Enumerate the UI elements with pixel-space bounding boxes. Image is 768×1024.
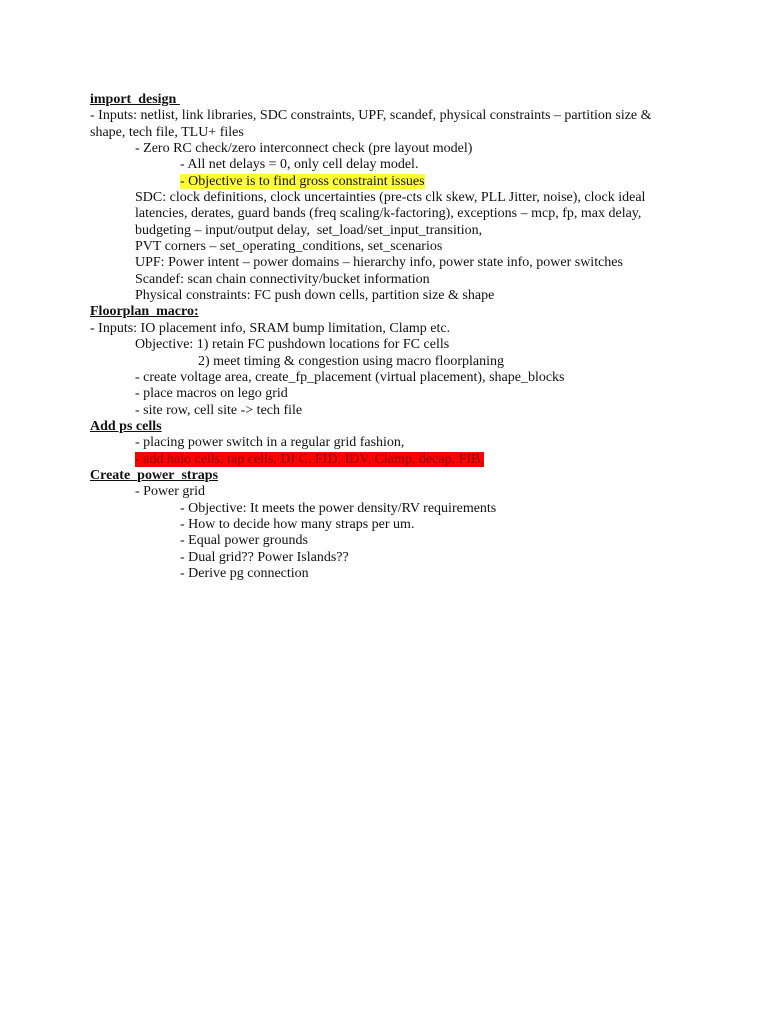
- text-line: latencies, derates, guard bands (freq scaling/k-factoring), exceptions – mcp, fp, max delay,: [135, 206, 642, 222]
- red-highlight-text: - add halo cells, tap cells, DI C, FID, IDV, Clamp, decap, FIB,: [135, 451, 484, 467]
- text-line: - All net delays = 0, only cell delay model.: [180, 157, 419, 173]
- text-line: - Objective: It meets the power density/RV requirements: [180, 500, 497, 516]
- text-line: shape, tech file, TLU+ files: [90, 124, 244, 140]
- text-line: - Inputs: IO placement info, SRAM bump limitation, Clamp etc.: [90, 320, 451, 336]
- text-line: - place macros on lego grid: [135, 386, 288, 402]
- text-line: 2) meet timing & congestion using macro floorplaning: [198, 353, 504, 369]
- text-line: - placing power switch in a regular grid fashion,: [135, 435, 405, 451]
- text-line: - Derive pg connection: [180, 565, 309, 581]
- text-line: Physical constraints: FC push down cells, partition size & shape: [135, 288, 495, 304]
- heading-add-ps-cells: Add ps cells: [90, 418, 162, 434]
- text-line: - Dual grid?? Power Islands??: [180, 549, 349, 565]
- heading-import-design: import_design: [90, 92, 180, 107]
- text-line: - create voltage area, create_fp_placement (virtual placement), shape_blocks: [135, 369, 565, 385]
- text-line: - site row, cell site -> tech file: [135, 402, 303, 418]
- text-line: SDC: clock definitions, clock uncertainties (pre-cts clk skew, PLL Jitter, noise), clock ideal: [135, 190, 646, 206]
- text-line: - How to decide how many straps per um.: [180, 516, 415, 532]
- text-line: - Power grid: [135, 484, 205, 500]
- text-line: UPF: Power intent – power domains – hierarchy info, power state info, power switches: [135, 255, 623, 271]
- text-line: - Equal power grounds: [180, 533, 308, 549]
- heading-create-power-straps: Create_power_straps: [90, 467, 219, 483]
- text-line: - Zero RC check/zero interconnect check (pre layout model): [135, 141, 473, 157]
- yellow-highlight-text: - Objective is to find gross constraint issues: [180, 173, 425, 189]
- document-page: [90, 92, 690, 582]
- text-line: Objective: 1) retain FC pushdown locations for FC cells: [135, 337, 450, 353]
- text-line: Scandef: scan chain connectivity/bucket information: [135, 271, 430, 287]
- text-line: budgeting – input/output delay, set_load/set_input_transition,: [135, 222, 483, 238]
- highlighted-line-wrapper: [90, 174, 690, 190]
- text-line: PVT corners – set_operating_conditions, set_scenarios: [135, 239, 443, 255]
- highlighted-line-wrapper: [90, 452, 690, 468]
- heading-floorplan-macro: Floorplan_macro:: [90, 304, 199, 320]
- text-line: - Inputs: netlist, link libraries, SDC constraints, UPF, scandef, physical constraints – partition size &: [90, 108, 652, 124]
